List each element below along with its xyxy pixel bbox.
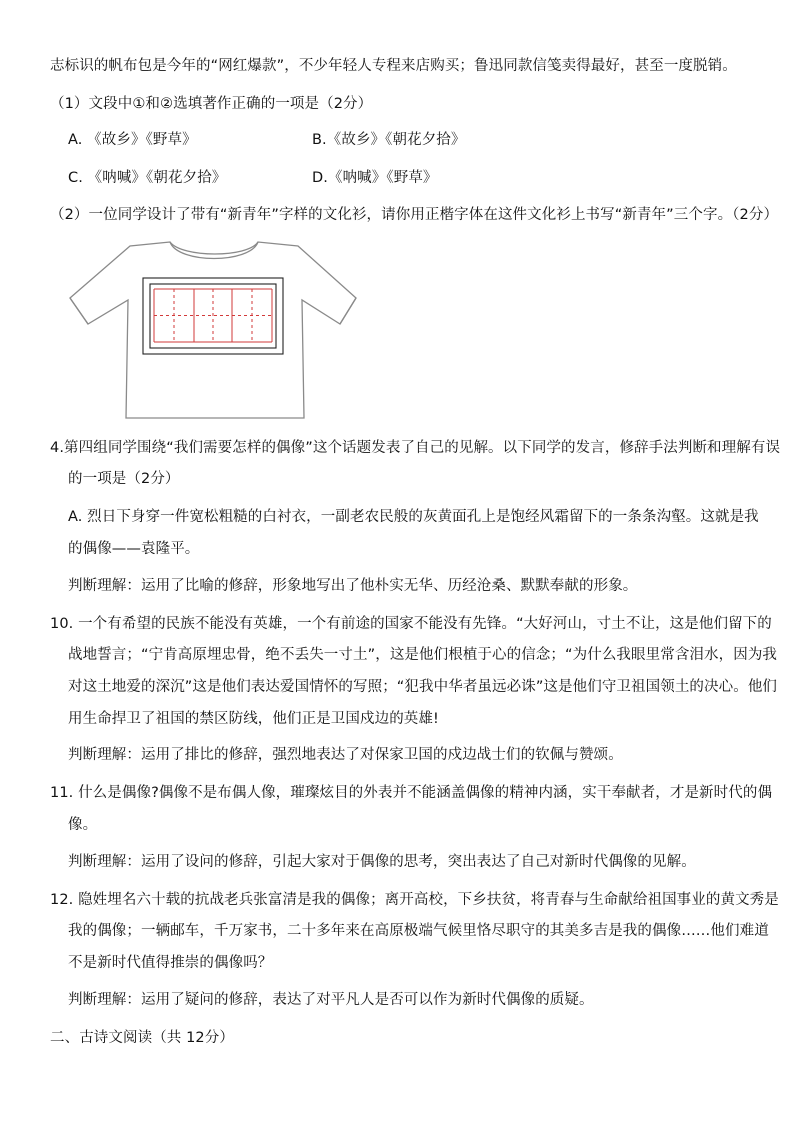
intro-tail-text: 志标识的帆布包是今年的“网红爆款”，不少年轻人专程来店购买；鲁迅同款信笺卖得最好，甚至一度脱销。 [50,58,737,74]
q4-item10-line3: 对这土地爱的深沉”这是他们表达爱国情怀的写照；“犯我中华者虽远必诛”这是他们守卫祖国领土的决心。他们 [68,679,778,695]
q4-item12-judgement: 判断理解：运用了疑问的修辞，表达了对平凡人是否可以作为新时代偶像的质疑。 [68,992,594,1008]
q4-item10-line1: 10. 一个有希望的民族不能没有英雄，一个有前途的国家不能没有先锋。“大好河山，寸土不让，这是他们留下的 [50,616,772,632]
q1-option-b: B.《故乡》《朝花夕拾》 [312,132,466,148]
q4-item10-line2: 战地誓言；“宁肯高原埋忠骨，绝不丢失一寸土”，这是他们根植于心的信念；“为什么我眼里常含泪水，因为我 [68,647,778,663]
q4-item12-line1: 12. 隐姓埋名六十载的抗战老兵张富清是我的偶像；离开高校，下乡扶贫，将青春与生命献给祖国事业的黄文秀是 [50,892,779,908]
writing-grid-guides [154,289,272,342]
q4-item12-line3: 不是新时代值得推崇的偶像吗？ [68,955,273,971]
q4-item11-line1: 11. 什么是偶像?偶像不是布偶人像，璀璨炫目的外表并不能涵盖偶像的精神内涵，实干奉献者，才是新时代的偶 [50,785,773,801]
section-2-heading: 二、古诗文阅读（共 12分） [50,1030,234,1046]
q4-option-a-line1: A. 烈日下身穿一件宽松粗糙的白衬衣，一副老农民般的灰黄面孔上是饱经风霜留下的一条条沟壑。这就是我 [68,509,759,525]
q4-item12-line2: 我的偶像；一辆邮车，千万家书，二十多年来在高原极端气候里恪尽职守的其美多吉是我的偶像……他们难道 [68,923,769,939]
tshirt-left-cuff [70,298,88,324]
q4-option-a-line2: 的偶像——袁隆平。 [68,541,200,557]
q2-stem: （2）一位同学设计了带有“新青年”字样的文化衫，请你用正楷字体在这件文化衫上书写“新青年”三个字。（2分） [50,207,779,223]
q1-option-c: C. 《呐喊》《朝花夕拾》 [68,170,227,186]
q1-option-d: D.《呐喊》《野草》 [312,170,438,186]
q4-item10-line4: 用生命捍卫了祖国的禁区防线，他们正是卫国戍边的英雄! [68,711,439,727]
tshirt-illustration [66,240,358,422]
q4-item10-judgement: 判断理解：运用了排比的修辞，强烈地表达了对保家卫国的戍边战士们的钦佩与赞颂。 [68,747,623,763]
q4-item11-judgement: 判断理解：运用了设问的修辞，引起大家对于偶像的思考，突出表达了自己对新时代偶像的见解。 [68,854,696,870]
q1-stem: （1）文段中①和②选填著作正确的一项是（2分） [50,96,373,112]
tshirt-right-cuff [340,298,356,324]
q4-item11-line2: 像。 [68,817,98,833]
q4-stem-line1: 4.第四组同学围绕“我们需要怎样的偶像”这个话题发表了自己的见解。以下同学的发言，修辞手法判断和理解有误 [50,440,781,456]
q4-stem-line2: 的一项是（2分） [68,471,180,487]
tshirt-outline [70,242,356,418]
q4-option-a-judgement: 判断理解：运用了比喻的修辞，形象地写出了他朴实无华、历经沧桑、默默奉献的形象。 [68,578,638,594]
q1-option-a: A. 《故乡》《野草》 [68,132,197,148]
